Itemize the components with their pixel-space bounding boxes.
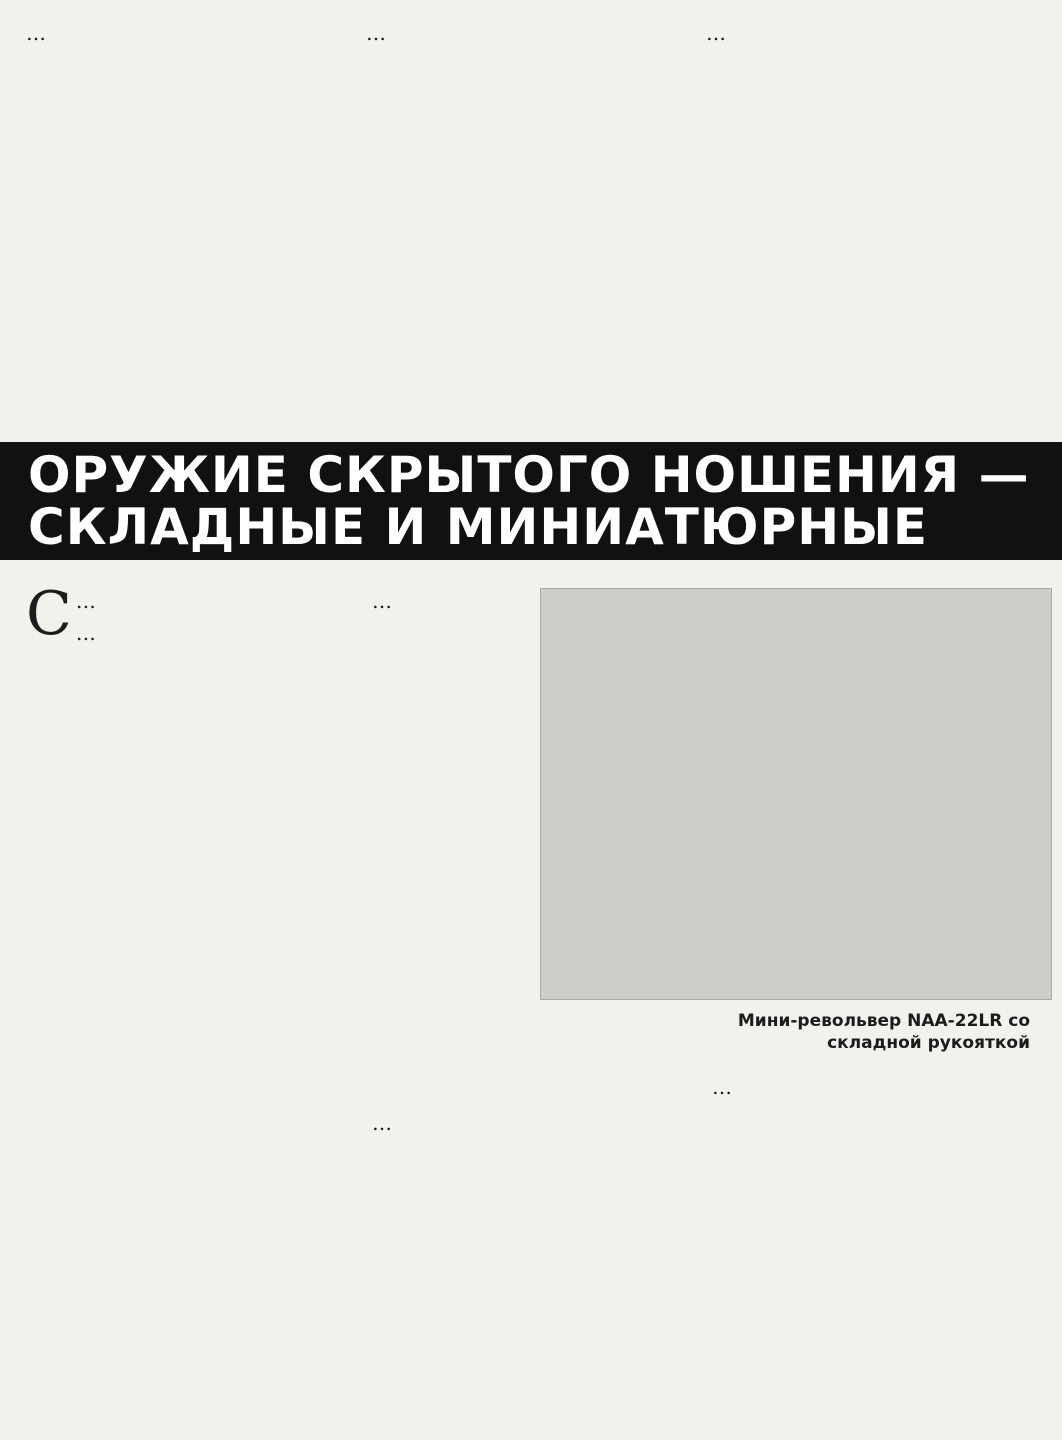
- middle-narrow-text: …: [372, 589, 392, 613]
- headline-line-2: СКЛАДНЫЕ И МИНИАТЮРНЫЕ: [28, 498, 929, 556]
- top-column-2: [366, 20, 696, 430]
- headline-band: [0, 442, 1062, 560]
- left-column-para-1: С …: [26, 588, 96, 649]
- middle-bottom-text: …: [372, 1111, 392, 1135]
- top-column-1: [26, 20, 356, 430]
- left-column: [26, 588, 356, 1428]
- top-column-3: [706, 20, 1036, 430]
- right-bottom-text: …: [712, 1075, 732, 1099]
- middle-narrow-column: [372, 588, 530, 1108]
- top-column-2-text: …: [366, 21, 386, 45]
- middle-bottom-column: [372, 1110, 698, 1430]
- top-column-1-text: …: [26, 21, 46, 45]
- left-column-para-2: …: [75, 621, 96, 645]
- headline-line-1: ОРУЖИЕ СКРЫТОГО НОШЕНИЯ —: [28, 446, 1030, 504]
- right-bottom-column: [712, 1074, 1038, 1430]
- drop-cap: С: [26, 588, 72, 649]
- revolver-photo: [540, 588, 1052, 1000]
- photo-caption: Мини-револьвер NAA-22LR со складной рукояткой: [737, 1011, 1030, 1053]
- top-column-3-text: …: [706, 21, 726, 45]
